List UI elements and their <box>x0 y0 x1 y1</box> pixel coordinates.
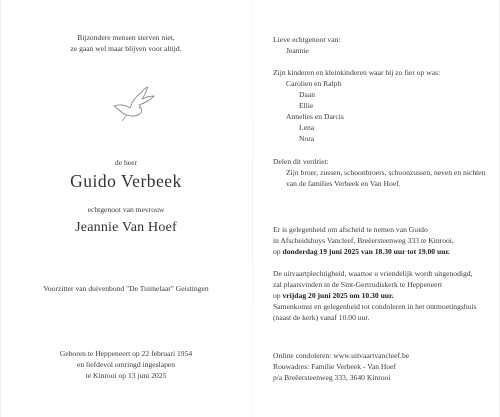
club-role: Voorzitter van duivenbond "De Tuimelaar" Geistingen <box>43 284 209 293</box>
grandchild: Nora <box>299 134 315 143</box>
service-prefix: op <box>273 291 283 300</box>
service-line: De uitvaartplechtigheid, waartoe u vriendelijk wordt uitgenodigd, <box>273 269 473 278</box>
left-panel <box>1 0 251 417</box>
grandchild: Lena <box>299 123 315 132</box>
grandchild: Ellie <box>299 101 314 110</box>
mourning-address-line: Rouwadres: Familie Verbeek - Van Hoef <box>273 362 397 371</box>
online-condolence-line: Online condoleren: www.uitvaartvancleef.be <box>273 351 410 360</box>
farewell-prefix: op <box>273 247 283 256</box>
right-panel <box>273 0 498 417</box>
card-fold-line <box>252 0 253 417</box>
farewell-date: donderdag 19 juni 2025 van 18.30 uur tot 19.00 uur. <box>282 247 451 256</box>
grief-section <box>273 156 498 189</box>
spouse-section <box>273 34 498 56</box>
intro-line: ze gaan wel maar blijven voor altijd. <box>70 44 182 53</box>
children-section <box>273 67 498 144</box>
spouse-label: echtgenoot van mevrouw <box>87 205 165 214</box>
intro-quote <box>1 32 251 54</box>
farewell-line: Er is gelegenheid om afscheid te nemen van Guido <box>273 225 428 234</box>
intro-line: Bijzondere mensen sterven niet, <box>77 33 175 42</box>
service-line: zal plaatsvinden in de Sint-Gertrudiskerk te Heppeneert <box>273 280 443 289</box>
address-line: p/a Breëersteenweg 333, 3640 Kinrooi <box>273 373 391 382</box>
children-header: Zijn kinderen en kleinkinderen waar hij zo fier op was: <box>273 68 441 77</box>
service-line: Samenkomst en gelegenheid tot condoleren in het ontmoetingshuis <box>273 302 477 311</box>
birth-line: en liefdevol omringd ingeslapen <box>76 360 176 369</box>
grandchild: Daan <box>299 90 316 99</box>
birth-line: te Kinrooi op 13 juni 2025 <box>85 371 167 380</box>
farewell-section <box>273 224 498 257</box>
grief-line: Zijn broer, zussen, schoonbroers, schoonzussen, neven en nichten <box>286 168 486 177</box>
service-section <box>273 268 498 323</box>
farewell-line: in Afscheidshuys Vancleef, Breëersteenweg 333 te Kinrooi, <box>273 236 454 245</box>
deceased-name: Guido Verbeek <box>70 171 182 191</box>
dove-icon <box>112 86 156 122</box>
farewell-date-line <box>273 246 498 257</box>
children-couple: Carolien en Ralph <box>286 79 342 88</box>
children-couple: Annelies en Darcis <box>286 112 344 121</box>
spouse-header: Lieve echtgenoot van: <box>273 35 341 44</box>
spouse-name: Jeannie Van Hoef <box>75 220 177 235</box>
spouse-first-name: Jeannie <box>286 46 309 55</box>
birth-death-info <box>1 348 251 381</box>
service-line: (naast de kerk) vanaf 10.00 uur. <box>273 313 370 322</box>
grief-header: Delen dit verdriet: <box>273 157 329 166</box>
service-date: vrijdag 20 juni 2025 om 10.30 uur. <box>282 291 394 300</box>
title-de-heer: de heer <box>114 158 138 167</box>
service-date-line <box>273 290 498 301</box>
birth-line: Geboren te Heppeneert op 22 februari 1954 <box>59 349 193 358</box>
contact-section <box>273 350 498 383</box>
grief-line: van de families Verbeek en Van Hoef. <box>286 179 401 188</box>
